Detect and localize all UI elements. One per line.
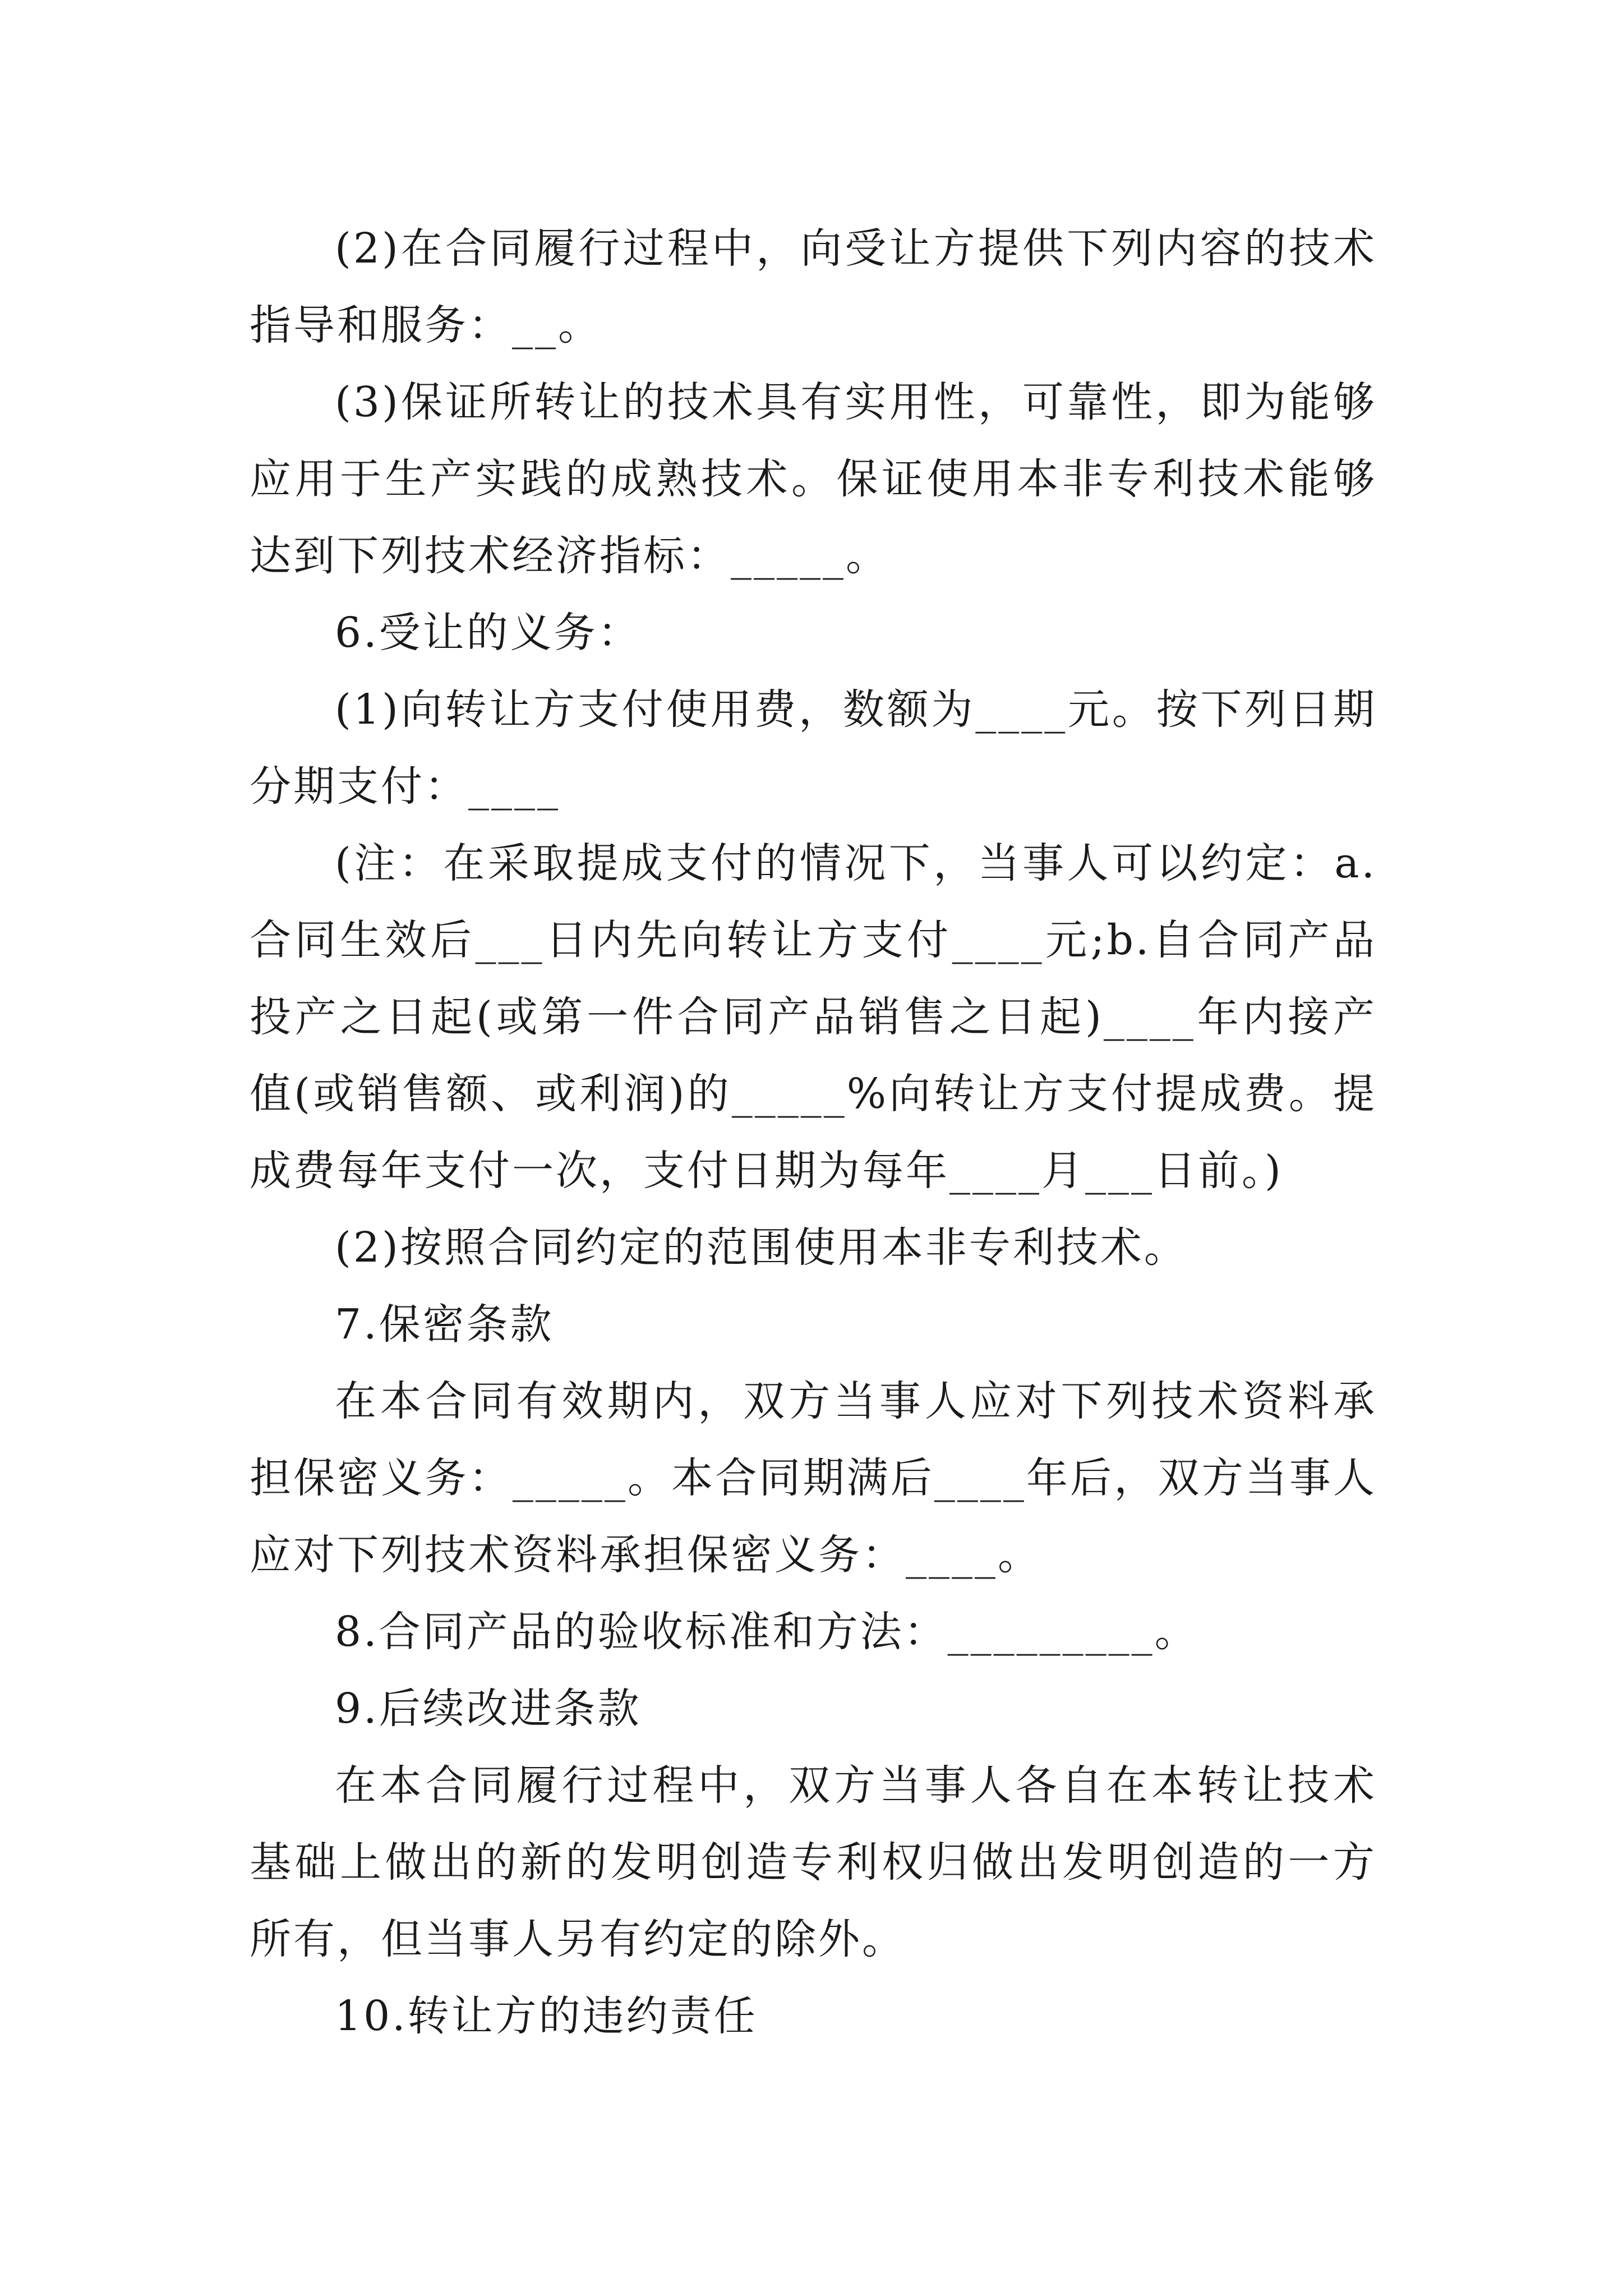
section-9-heading: 9.后续改进条款 <box>335 1685 642 1733</box>
paragraph-7-confidentiality: 在本合同有效期内，双方当事人应对下列技术资料承担保密义务：_____。本合同期满后____年后，双方当事人应对下列技术资料承担保密义务：____。 <box>250 1377 1377 1579</box>
document-body <box>250 210 1377 2055</box>
paragraph-6-2-scope: (2)按照合同约定的范围使用本非专利技术。 <box>335 1223 1188 1272</box>
paragraph-6-1-payment: (1)向转让方支付使用费，数额为____元。按下列日期分期支付：____ <box>250 685 1377 811</box>
section-6-heading: 6.受让的义务： <box>335 609 642 657</box>
paragraph-9-improvements: 在本合同履行过程中，双方当事人各自在本转让技术基础上做出的新的发明创造专利权归做出发明创造的一方所有，但当事人另有约定的除外。 <box>250 1761 1377 1963</box>
paragraph-3-guarantee: (3)保证所转让的技术具有实用性，可靠性，即为能够应用于生产实践的成熟技术。保证使用本非专利技术能够达到下列技术经济指标：_____。 <box>250 378 1377 580</box>
paragraph-2-guidance: (2)在合同履行过程中，向受让方提供下列内容的技术指导和服务：__。 <box>250 224 1377 349</box>
section-10-heading: 10.转让方的违约责任 <box>335 1992 758 2040</box>
section-7-heading: 7.保密条款 <box>335 1300 554 1349</box>
section-8-acceptance: 8.合同产品的验收标准和方法：_________。 <box>335 1608 1198 1656</box>
paragraph-note-royalty: (注：在采取提成支付的情况下，当事人可以约定：a.合同生效后___日内先向转让方支付____元;b.自合同产品投产之日起(或第一件合同产品销售之日起)____年内接产值(或销售额、或利润)的_____%向转让方支付提成费。提成费每年支付一次，支付日期为每年____月___日前。) <box>250 839 1377 1195</box>
